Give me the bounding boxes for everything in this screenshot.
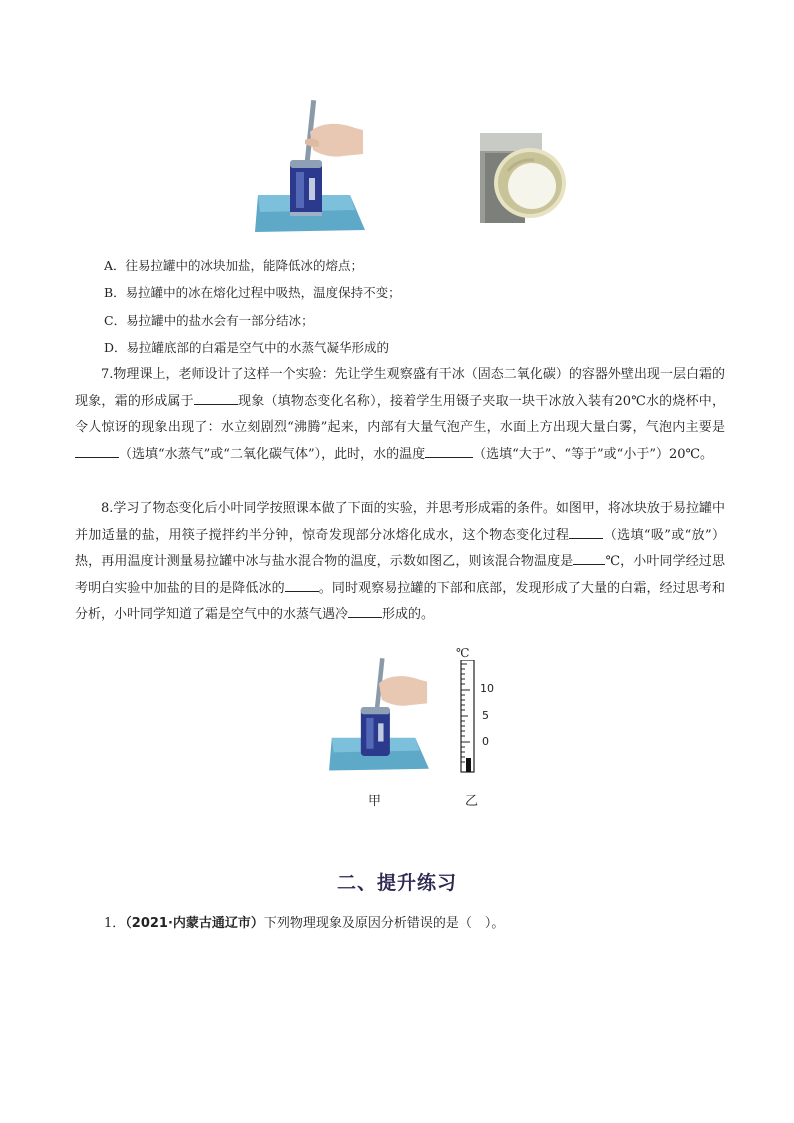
q7-text-1: 7.物理课上，老师设计了这样一个实验：先让学生观察盛有干冰（固态二氧化碳）的容器外壁出现一层白霜的现象，霜的形成属于: [75, 367, 725, 409]
figure-caption-yi: 乙: [465, 794, 479, 809]
q8-blank-2[interactable]: [573, 550, 605, 565]
q8-text-5: 形成的。: [382, 607, 435, 622]
q8-blank-3[interactable]: [285, 577, 319, 592]
q8-blank-4[interactable]: [348, 603, 382, 618]
figure-caption-jia: 甲: [368, 794, 382, 809]
q7-text-3: （选填“水蒸气”或“二氧化碳气体”），此时，水的温度: [119, 446, 426, 462]
option-a: A．往易拉罐中的冰块加盐，能降低冰的熔点；: [104, 258, 364, 273]
thermometer-tick-10: 10: [480, 682, 494, 695]
thermometer-tick-0: 0: [482, 735, 489, 748]
question-1: [104, 912, 504, 931]
q7-blank-3[interactable]: [425, 443, 473, 458]
q7-text-2: 现象（填物态变化名称），接着学生用镊子夹取一块干冰放入装有20℃水的烧杯中，令人惊讶的现象出现了：水立刻剧烈“沸腾”起来，内部有大量气泡产生，水面上方出现大量白雾，气泡内主要是: [75, 393, 725, 435]
question-8: [75, 496, 725, 629]
q8-blank-1[interactable]: [569, 524, 603, 539]
q1-text: 下列物理现象及原因分析错误的是（ ）。: [263, 916, 505, 931]
q7-blank-1[interactable]: [194, 390, 238, 405]
can-experiment-photo-top: [255, 100, 365, 240]
option-c: C．易拉罐中的盐水会有一部分结冰；: [104, 313, 314, 328]
q7-blank-2[interactable]: [75, 443, 119, 458]
q8-text-4: 。同时观察易拉罐的下部和底部，发现形成了大量的白霜，经过思考和分析，小叶同学知道了霜是空气中的水蒸气遇冷: [75, 580, 725, 622]
thermometer-unit-label: ℃: [456, 646, 470, 660]
thermometer: [458, 660, 482, 774]
q8-text-3: ℃，小叶同学经过思考明白实验中加盐的目的是降低冰的: [75, 554, 725, 596]
option-b: B．易拉罐中的冰在熔化过程中吸热，温度保持不变；: [104, 285, 401, 300]
can-experiment-photo-jia: [328, 658, 430, 776]
q1-number: 1．: [104, 916, 126, 931]
option-d: D．易拉罐底部的白霜是空气中的水蒸气凝华形成的: [104, 340, 390, 355]
section-title: 二、提升练习: [336, 872, 457, 894]
question-7: [75, 362, 725, 468]
q8-text-2: （选填“吸”或“放”）热，再用温度计测量易拉罐中冰与盐水混合物的温度，示数如图乙，则该混合物温度是: [75, 527, 725, 569]
q7-text-4: （选填“大于”、“等于”或“小于”）20℃。: [473, 446, 714, 462]
q1-source: （2021·内蒙古通辽市）: [125, 916, 264, 931]
thermometer-tick-5: 5: [482, 709, 489, 722]
frost-can-bottom-photo: [480, 133, 572, 223]
q8-text-1: 8.学习了物态变化后小叶同学按照课本做了下面的实验，并思考形成霜的条件。如图甲，将冰块放于易拉罐中并加适量的盐，用筷子搅拌约半分钟，惊奇发现部分冰熔化成水，这个物态变化过程: [75, 501, 725, 543]
